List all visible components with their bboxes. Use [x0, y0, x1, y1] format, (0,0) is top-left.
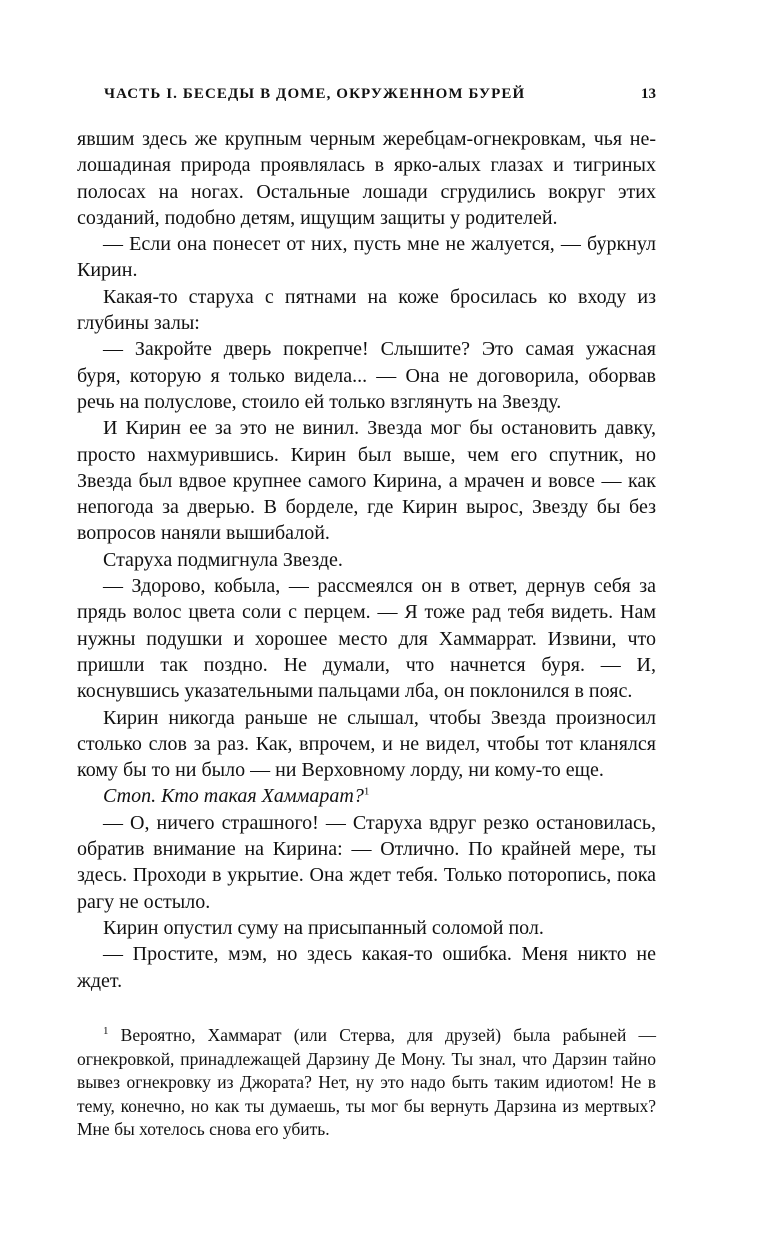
footnote-reference[interactable]: 1 — [363, 785, 370, 798]
running-title: ЧАСТЬ I. БЕСЕДЫ В ДОМЕ, ОКРУЖЕННОМ БУРЕЙ — [104, 86, 526, 102]
paragraph: — Если она понесет от них, пусть мне не жалуется, — буркнул Кирин. — [77, 233, 656, 282]
body-text — [77, 126, 656, 994]
paragraph: — Здорово, кобыла, — рассмеялся он в ответ, дернув себя за прядь волос цвета соли с перцем. — Я тоже рад тебя видеть. Нам нужны подушки и хорошее место для Хаммаррат. Извини, что пришли так поздно. Не думали, что начнется буря. — И, коснувшись указательными пальцами лба, он поклонился в пояс. — [77, 575, 656, 703]
page-number: 13 — [641, 86, 656, 102]
paragraph: явшим здесь же крупным черным жеребцам-огнекровкам, чья не-лошадиная природа проявлялась в ярко-алых глазах и тигриных полосах на ногах. Остальные лошади сгрудились вокруг этих созданий, подобно детям, ищущим защиты у родителей. — [77, 128, 656, 229]
paragraph: Старуха подмигнула Звезде. — [103, 548, 343, 571]
footnote-mark: 1 — [103, 1025, 109, 1038]
footnote-text: Вероятно, Хаммарат (или Стерва, для друзей) была рабыней — огнекровкой, принадлежащей Дарзину Де Мону. Ты знал, что Дарзин тайно вывез огнекровку из Джората? Нет, ну это надо быть таким идиотом! Не в тему, конечно, но как ты думаешь, ты мог бы вернуть Дарзина из мертвых? Мне бы хотелось снова его убить. — [77, 1025, 656, 1139]
paragraph: Какая-то старуха с пятнами на коже бросилась ко входу из глубины залы: — [77, 285, 656, 335]
footnote — [77, 1024, 656, 1142]
paragraph: — Простите, мэм, но здесь какая-то ошибка. Меня никто не ждет. — [77, 943, 656, 992]
running-head — [104, 86, 656, 110]
paragraph: Кирин опустил суму на присыпанный соломой пол. — [103, 916, 544, 939]
paragraph: Кирин никогда раньше не слышал, чтобы Звезда произносил столько слов за раз. Как, впрочем, и не видел, чтобы тот кланялся кому бы то ни было — ни Верховному лорду, ни кому-то еще. — [77, 706, 656, 782]
italic-thought-text: Стоп. Кто такая Хаммарат? — [103, 785, 364, 808]
paragraph: — О, ничего страшного! — Старуха вдруг резко остановилась, обратив внимание на Кирина: — Отлично. По крайней мере, ты здесь. Проходи в укрытие. Она ждет тебя. Только поторопись, пока рагу не остыло. — [77, 811, 656, 913]
italic-thought-line — [77, 783, 656, 809]
paragraph: И Кирин ее за это не винил. Звезда мог бы остановить давку, просто нахмурившись. Кирин был выше, чем его спутник, но Звезда был вдвое крупнее самого Кирина, а мрачен и вовсе — как непогода за дверью. В борделе, где Кирин вырос, Звезду бы без вопросов наняли вышибалой. — [77, 417, 656, 545]
paragraph: — Закройте дверь покрепче! Слышите? Это самая ужасная буря, которую я только видела... — Она не договорила, оборвав речь на полуслове, стоило ей только взглянуть на Звезду. — [77, 338, 656, 413]
